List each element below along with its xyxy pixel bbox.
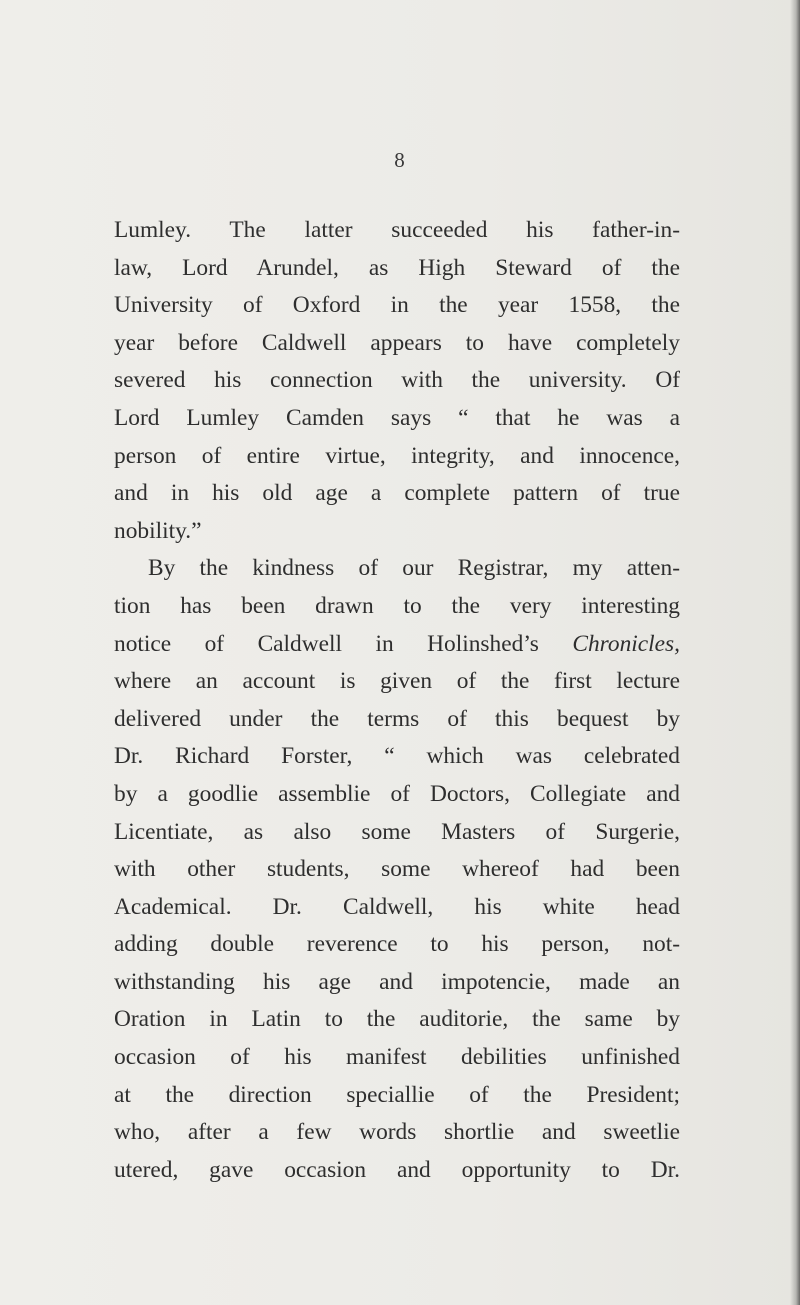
paragraph-start-line: By the kindness of our Registrar, my atten- (148, 555, 680, 582)
text-line: severed his connection with the university. Of (114, 367, 680, 394)
text-line: with other students, some whereof had been (114, 856, 680, 883)
text-line: and in his old age a complete pattern of true (114, 480, 680, 507)
text-line: at the direction speciallie of the President; (114, 1081, 680, 1108)
text-line: adding double reverence to his person, not- (114, 931, 680, 958)
text-line: Academical. Dr. Caldwell, his white head (114, 893, 680, 920)
text-line: by a goodlie assemblie of Doctors, Collegiate and (114, 780, 680, 807)
text-line: person of entire virtue, integrity, and innocence, (114, 442, 680, 469)
page-edge-shadow (790, 0, 800, 1305)
text-line-with-title (114, 626, 680, 664)
text-line: Lord Lumley Camden says “ that he was a (114, 404, 680, 431)
text-line-part: notice of Caldwell in Holinshed’s (114, 630, 573, 657)
text-line: withstanding his age and impotencie, made an (114, 968, 680, 995)
text-line: where an account is given of the first lecture (114, 668, 680, 695)
page-number: 8 (394, 148, 406, 172)
text-line: delivered under the terms of this bequest by (114, 705, 680, 732)
text-line: who, after a few words shortlie and sweetlie (114, 1119, 680, 1146)
body-text (114, 212, 680, 1189)
text-line: law, Lord Arundel, as High Steward of the (114, 254, 680, 281)
text-line: utered, gave occasion and opportunity to Dr. (114, 1156, 680, 1183)
text-line: Dr. Richard Forster, “ which was celebrated (114, 743, 680, 770)
text-line: year before Caldwell appears to have completely (114, 329, 680, 356)
text-line: Lumley. The latter succeeded his father-in- (114, 217, 680, 243)
text-line: tion has been drawn to the very interesting (114, 592, 680, 619)
text-line: University of Oxford in the year 1558, the (114, 292, 680, 319)
text-line: occasion of his manifest debilities unfinished (114, 1044, 680, 1071)
text-line: nobility.” (114, 517, 202, 544)
text-line: Oration in Latin to the auditorie, the same by (114, 1006, 680, 1033)
book-title: Chronicles, (572, 630, 680, 657)
text-line: Licentiate, as also some Masters of Surgerie, (114, 818, 680, 845)
